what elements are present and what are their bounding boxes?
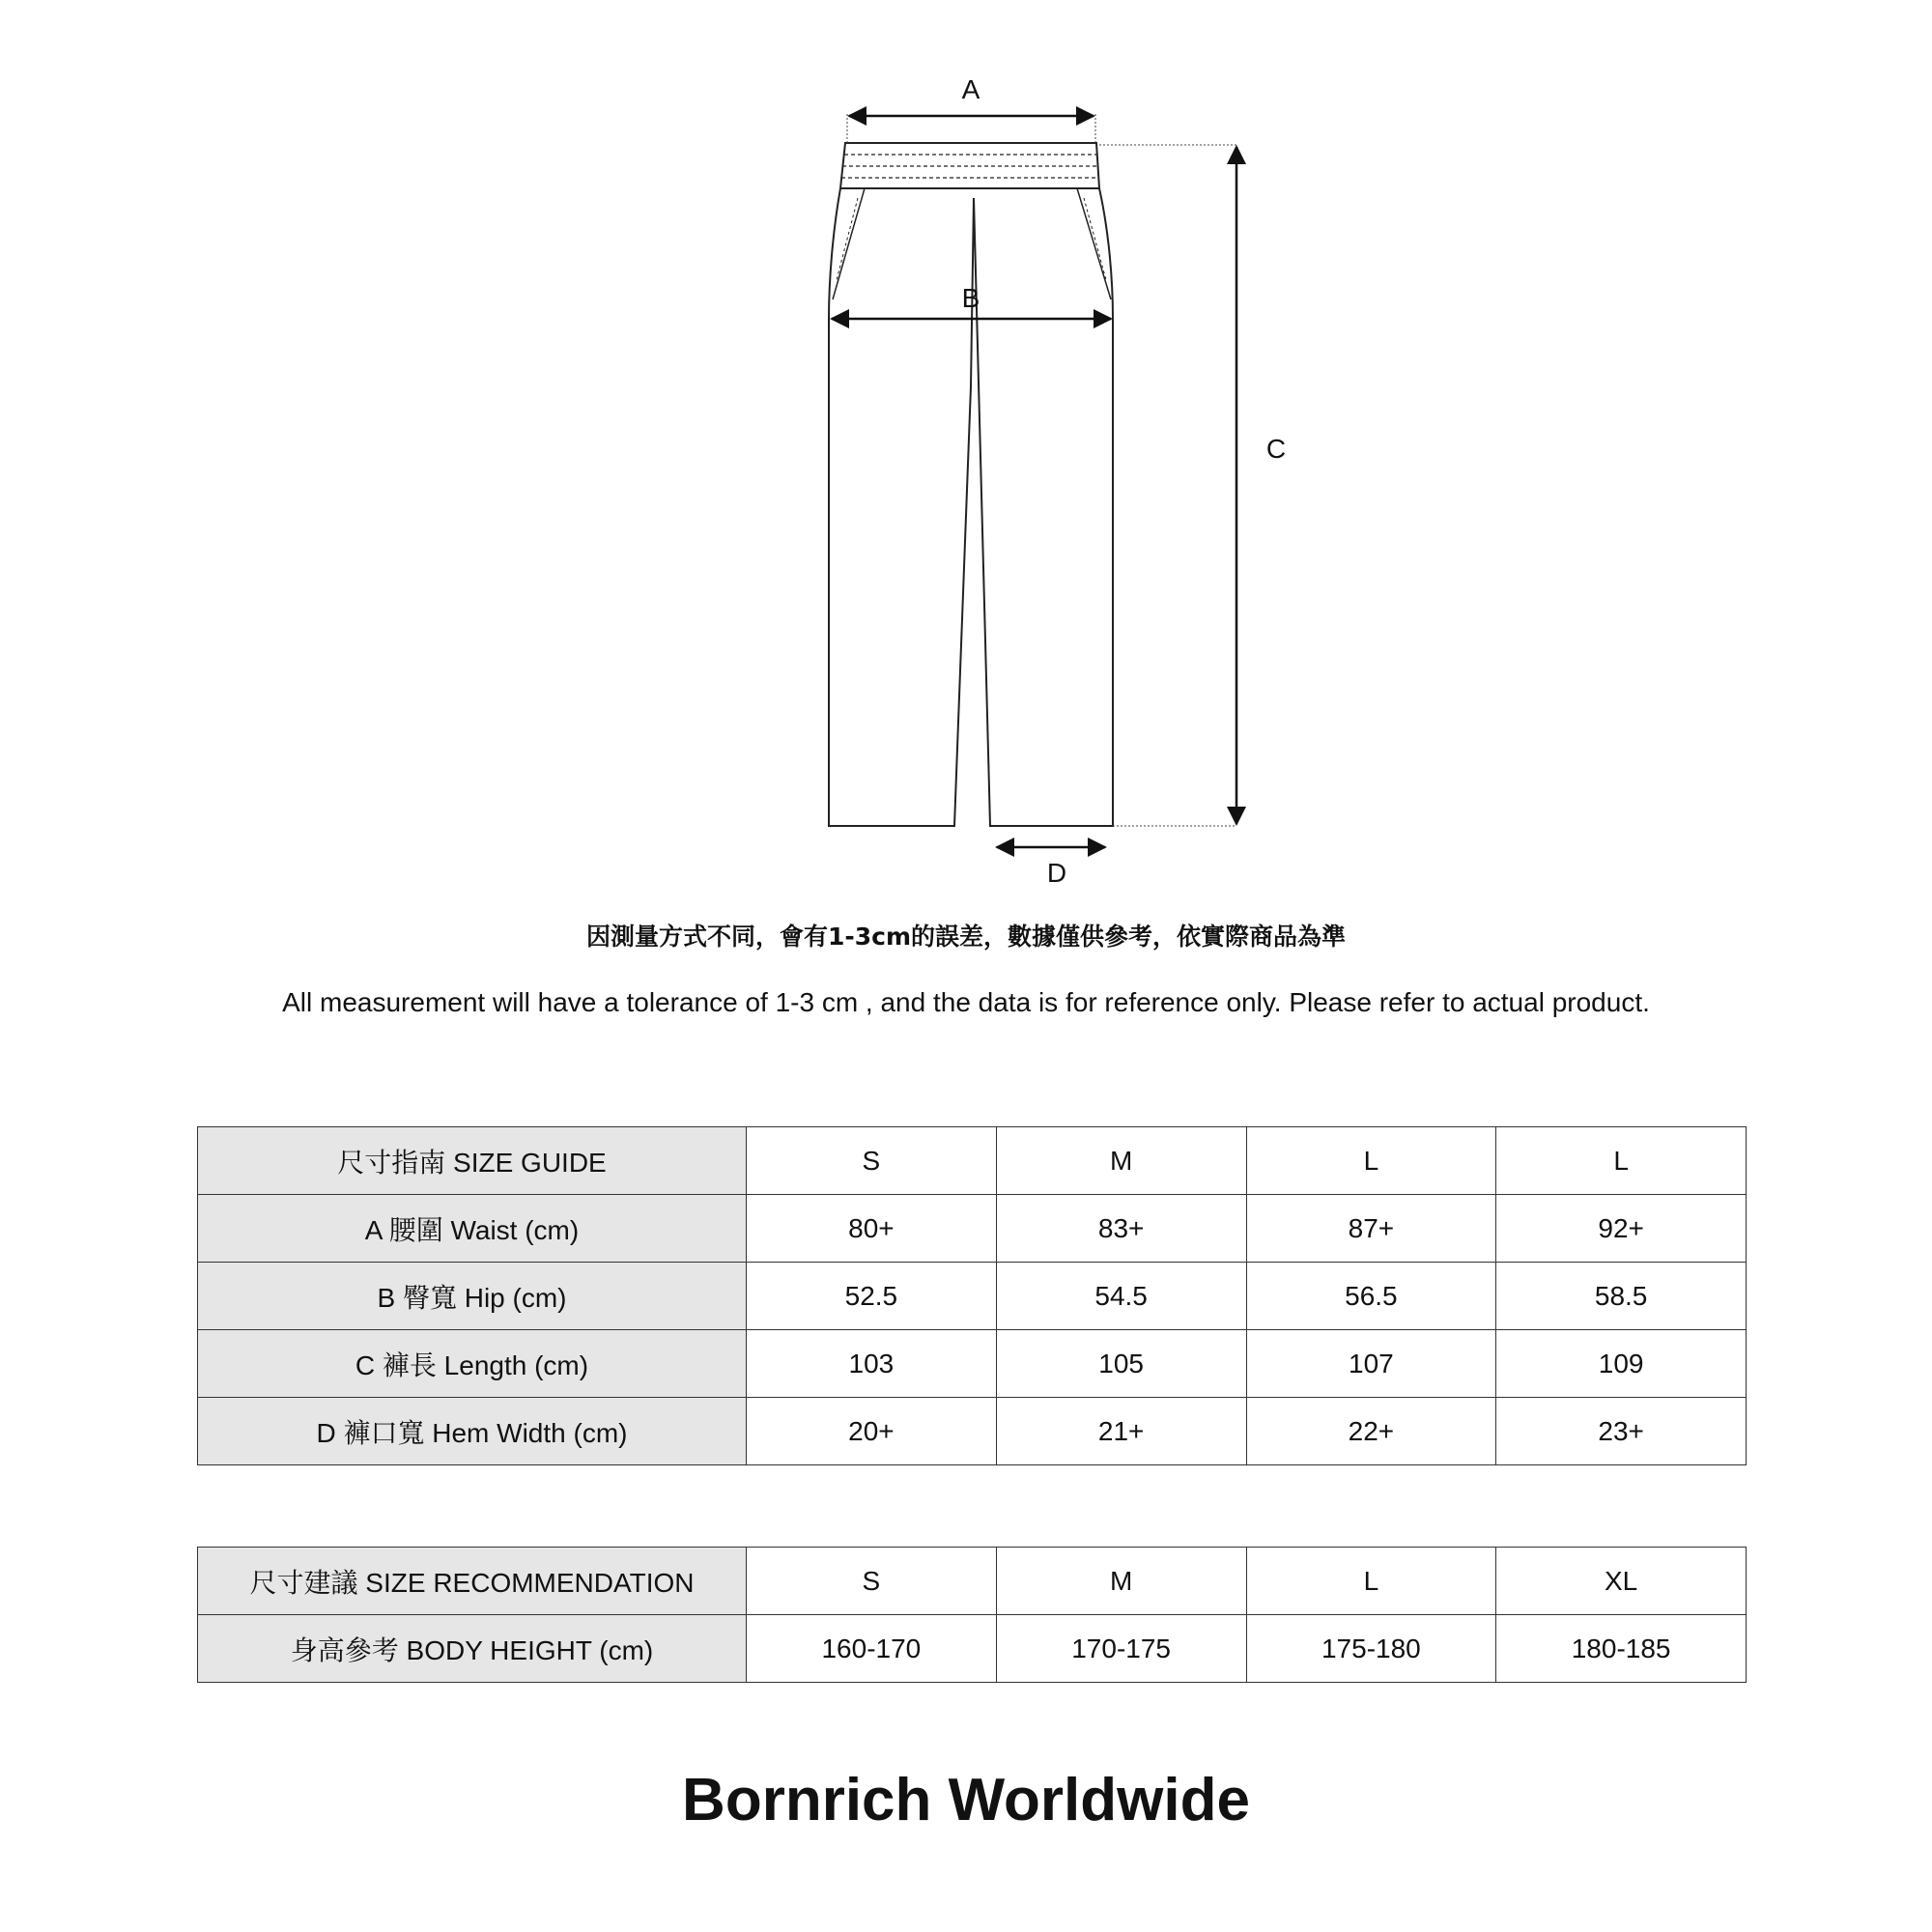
table-row bbox=[198, 1330, 1747, 1398]
header-cell: M bbox=[996, 1548, 1246, 1615]
header-cell: M bbox=[996, 1127, 1246, 1195]
header-cell: 尺寸建議 SIZE RECOMMENDATION bbox=[198, 1548, 747, 1615]
tolerance-note-english: All measurement will have a tolerance of 1-3 cm , and the data is for reference only. Please refer to actual product. bbox=[282, 987, 1650, 1017]
label-a: A bbox=[961, 74, 980, 104]
row-label: D 褲口寬 Hem Width (cm) bbox=[198, 1398, 747, 1465]
value-cell: 52.5 bbox=[747, 1263, 997, 1330]
table-header-row bbox=[198, 1548, 1747, 1615]
value-cell: 180-185 bbox=[1496, 1615, 1747, 1683]
size-recommendation-table bbox=[197, 1547, 1747, 1683]
header-cell: XL bbox=[1496, 1548, 1747, 1615]
value-cell: 170-175 bbox=[996, 1615, 1246, 1683]
value-cell: 56.5 bbox=[1246, 1263, 1496, 1330]
table-row bbox=[198, 1398, 1747, 1465]
value-cell: 107 bbox=[1246, 1330, 1496, 1398]
label-c: C bbox=[1265, 434, 1287, 464]
tolerance-note-chinese: 因測量方式不同，會有1-3cm的誤差，數據僅供參考，依實際商品為準 bbox=[585, 923, 1347, 951]
value-cell: 160-170 bbox=[747, 1615, 997, 1683]
header-cell: L bbox=[1496, 1127, 1747, 1195]
header-cell: L bbox=[1246, 1548, 1496, 1615]
header-cell: S bbox=[747, 1127, 997, 1195]
value-cell: 20+ bbox=[747, 1398, 997, 1465]
right-pocket bbox=[1077, 188, 1111, 299]
table-row bbox=[198, 1195, 1747, 1263]
value-cell: 58.5 bbox=[1496, 1263, 1747, 1330]
row-label: C 褲長 Length (cm) bbox=[198, 1330, 747, 1398]
row-label: A 腰圍 Waist (cm) bbox=[198, 1195, 747, 1263]
value-cell: 175-180 bbox=[1246, 1615, 1496, 1683]
header-cell: S bbox=[747, 1548, 997, 1615]
value-cell: 87+ bbox=[1246, 1195, 1496, 1263]
value-cell: 109 bbox=[1496, 1330, 1747, 1398]
value-cell: 54.5 bbox=[996, 1263, 1246, 1330]
header-cell: L bbox=[1246, 1127, 1496, 1195]
brand-name: Bornrich Worldwide bbox=[682, 1767, 1250, 1833]
measure-d-hem bbox=[997, 847, 1105, 888]
value-cell: 23+ bbox=[1496, 1398, 1747, 1465]
header-cell: 尺寸指南 SIZE GUIDE bbox=[198, 1127, 747, 1195]
table-header-row bbox=[198, 1127, 1747, 1195]
value-cell: 83+ bbox=[996, 1195, 1246, 1263]
measure-c-length bbox=[1099, 145, 1286, 826]
table-row bbox=[198, 1263, 1747, 1330]
label-b: B bbox=[961, 283, 980, 313]
size-guide-table bbox=[197, 1126, 1747, 1465]
value-cell: 92+ bbox=[1496, 1195, 1747, 1263]
table-row bbox=[198, 1615, 1747, 1683]
value-cell: 21+ bbox=[996, 1398, 1246, 1465]
measure-a-waist bbox=[847, 74, 1095, 143]
value-cell: 80+ bbox=[747, 1195, 997, 1263]
row-label: 身高參考 BODY HEIGHT (cm) bbox=[198, 1615, 747, 1683]
value-cell: 103 bbox=[747, 1330, 997, 1398]
pants-measurement-diagram bbox=[0, 0, 1932, 908]
row-label: B 臀寬 Hip (cm) bbox=[198, 1263, 747, 1330]
value-cell: 22+ bbox=[1246, 1398, 1496, 1465]
label-d: D bbox=[1046, 858, 1067, 888]
pants-outline bbox=[829, 143, 1113, 826]
left-pocket-stitch bbox=[837, 198, 858, 280]
value-cell: 105 bbox=[996, 1330, 1246, 1398]
